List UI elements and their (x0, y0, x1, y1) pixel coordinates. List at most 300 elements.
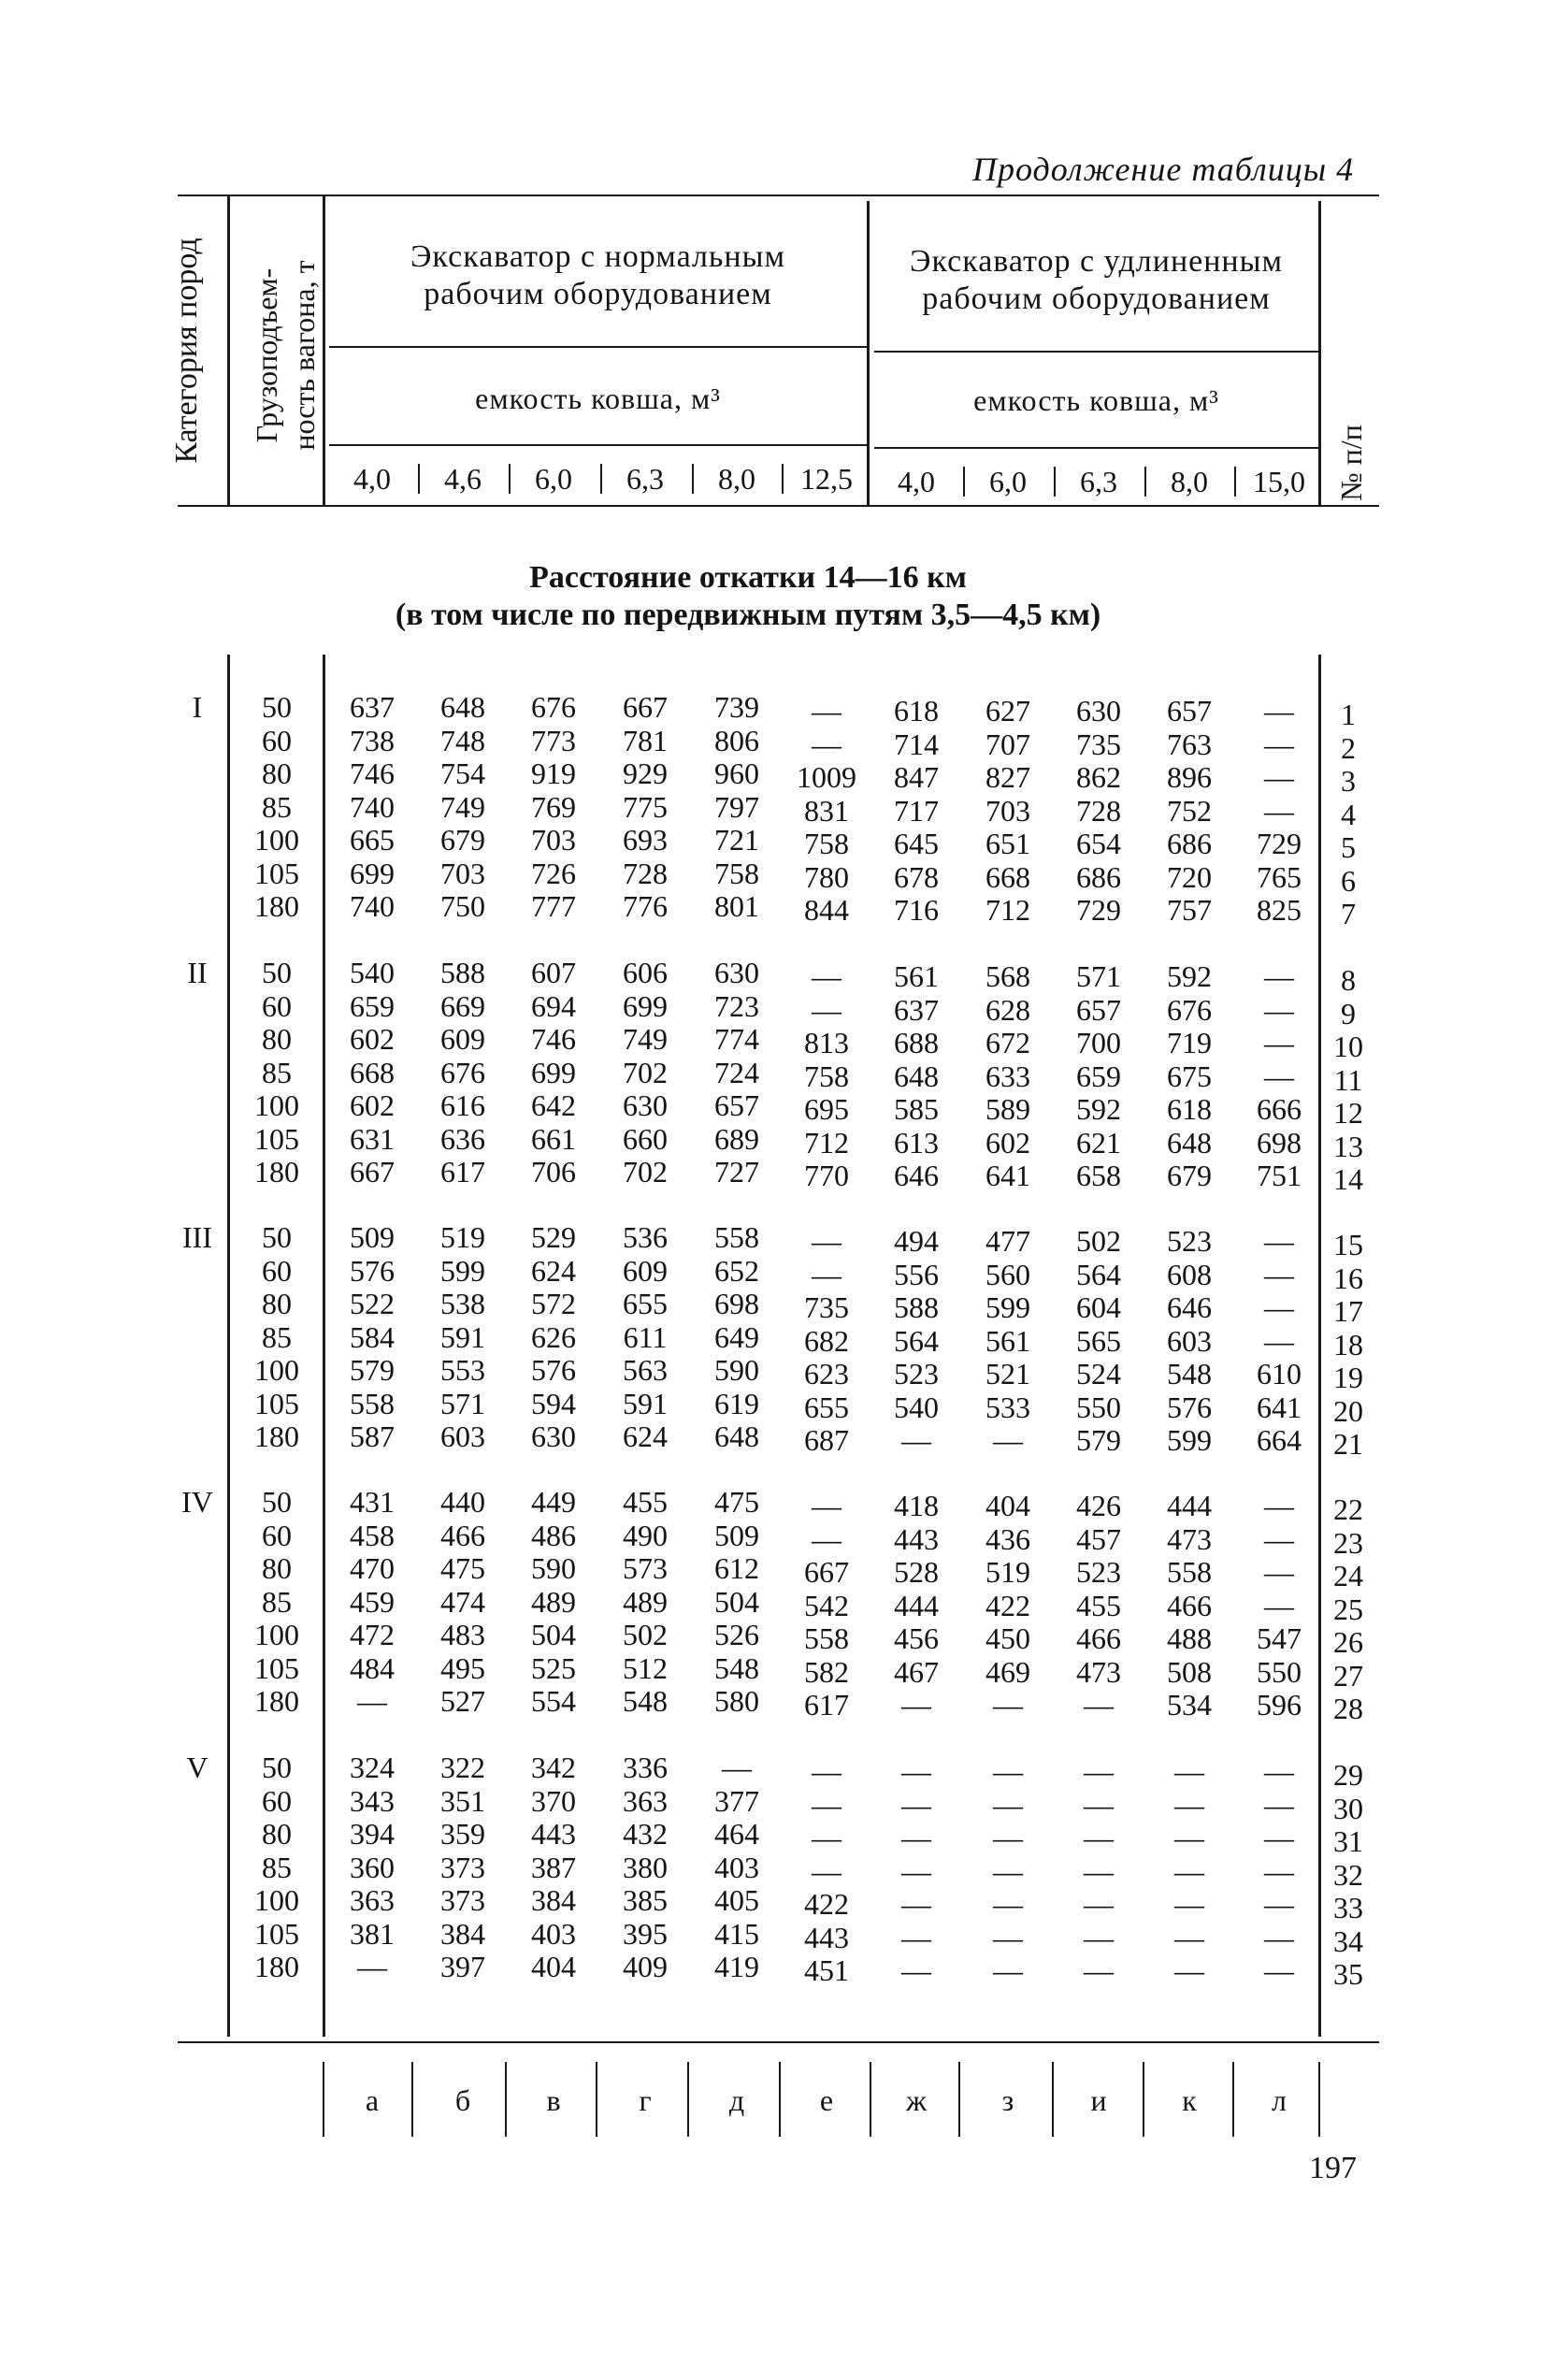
normal-sizes-rule (329, 444, 867, 446)
value-cell: 588 (440, 956, 485, 989)
value-cell: — (993, 1787, 1023, 1822)
value-cell: 455 (1076, 1588, 1121, 1622)
value-cell: 473 (1167, 1521, 1212, 1556)
value-cell: 618 (1167, 1092, 1212, 1126)
value-cell: 686 (1167, 827, 1212, 860)
value-cell: 719 (1167, 1026, 1212, 1059)
value-cell: — (901, 1887, 931, 1921)
row-number-cell: 8 (1341, 963, 1356, 997)
row-number-cell: 30 (1333, 1791, 1363, 1825)
value-cell: 590 (531, 1551, 576, 1585)
letter-separator (411, 2062, 413, 2137)
value-cell: 827 (985, 760, 1030, 794)
capacity-cell: 105 (254, 1386, 299, 1420)
column-letter: д (728, 2083, 745, 2117)
value-cell: 654 (1076, 827, 1121, 860)
value-cell: 550 (1257, 1654, 1302, 1689)
value-cell: 603 (1167, 1323, 1212, 1358)
value-cell: 652 (714, 1253, 759, 1288)
value-cell: 763 (1167, 727, 1212, 761)
value-cell: 422 (804, 1887, 849, 1921)
letter-separator (1052, 2062, 1054, 2137)
bucket-size-label: 12,5 (800, 462, 853, 496)
value-cell: 623 (804, 1357, 849, 1390)
value-cell: 589 (985, 1092, 1030, 1126)
value-cell: 548 (1167, 1357, 1212, 1390)
value-cell: 626 (531, 1319, 576, 1354)
value-cell: 717 (894, 793, 939, 828)
value-cell: 775 (623, 789, 668, 824)
row-number-cell: 20 (1333, 1393, 1363, 1428)
value-cell: 523 (894, 1357, 939, 1390)
value-cell: 594 (531, 1386, 576, 1420)
value-cell: 659 (350, 988, 395, 1023)
value-cell: 381 (350, 1916, 395, 1951)
column-letter: а (365, 2083, 380, 2117)
value-cell: — (901, 1754, 931, 1788)
value-cell: — (901, 1920, 931, 1954)
value-cell: 844 (804, 893, 849, 927)
extended-group-title: Экскаватор с удлиненным рабочим оборудованием (910, 244, 1283, 316)
row-number-cell: 16 (1333, 1261, 1363, 1295)
value-cell: — (1264, 727, 1294, 761)
value-cell: 679 (440, 823, 485, 857)
capacity-cell: 50 (262, 690, 292, 724)
value-cell: 418 (894, 1489, 939, 1522)
capacity-header: Грузоподъем- ность вагона, т (250, 260, 321, 451)
value-cell: 752 (1167, 793, 1212, 828)
value-cell: 659 (1076, 1059, 1121, 1093)
value-cell: 596 (1257, 1688, 1302, 1722)
value-cell: 627 (985, 694, 1030, 728)
value-cell: 489 (623, 1584, 668, 1619)
value-cell: 363 (350, 1883, 395, 1917)
value-cell: 633 (985, 1059, 1030, 1093)
value-cell: — (812, 1224, 842, 1258)
value-cell: 484 (350, 1650, 395, 1685)
capacity-cell: 50 (262, 1485, 292, 1519)
value-cell: 576 (350, 1253, 395, 1288)
capacity-cell: 100 (254, 1353, 299, 1387)
value-cell: — (1264, 1953, 1294, 1987)
category-header: Категория пород (169, 238, 204, 464)
category-label: III (182, 1220, 212, 1254)
bucket-size-label: 6,3 (1080, 465, 1117, 498)
value-cell: 825 (1257, 893, 1302, 927)
value-cell: 749 (440, 789, 485, 824)
value-cell: 619 (714, 1386, 759, 1420)
value-cell: — (901, 1423, 931, 1457)
value-cell: 666 (1257, 1092, 1302, 1126)
value-cell: 687 (804, 1423, 849, 1457)
value-cell: 929 (623, 756, 668, 790)
value-cell: 754 (440, 756, 485, 790)
value-cell: — (901, 1787, 931, 1822)
value-cell: 750 (440, 889, 485, 923)
value-cell: 757 (1167, 893, 1212, 927)
value-cell: 409 (623, 1950, 668, 1983)
value-cell: 475 (714, 1485, 759, 1519)
value-cell: — (812, 992, 842, 1027)
row-number-cell: 4 (1341, 797, 1356, 831)
value-cell: 443 (531, 1817, 576, 1851)
value-cell: 564 (894, 1323, 939, 1358)
value-cell: 609 (440, 1022, 485, 1056)
value-cell: 473 (1076, 1654, 1121, 1689)
category-label: IV (181, 1485, 213, 1519)
value-cell: 797 (714, 789, 759, 824)
value-cell: 419 (714, 1950, 759, 1983)
column-letter: е (819, 2083, 834, 2117)
value-cell: 919 (531, 756, 576, 790)
value-cell: 646 (894, 1159, 939, 1192)
value-cell: 360 (350, 1850, 395, 1884)
value-cell: 608 (1167, 1257, 1212, 1291)
value-cell: 477 (985, 1224, 1030, 1258)
bucket-size-label: 4,0 (898, 465, 935, 498)
value-cell: 777 (531, 889, 576, 923)
value-cell: 703 (531, 823, 576, 857)
body-vline-category (227, 655, 230, 2037)
value-cell: 558 (714, 1220, 759, 1254)
bucket-label-extended: емкость ковша, м³ (973, 383, 1219, 417)
value-cell: 502 (1076, 1224, 1121, 1258)
value-cell: 602 (985, 1125, 1030, 1160)
row-number-cell: 35 (1333, 1957, 1363, 1991)
value-cell: 630 (531, 1419, 576, 1453)
continuation-caption: Продолжение таблицы 4 (972, 151, 1355, 188)
value-cell: 599 (985, 1290, 1030, 1324)
value-cell: 703 (985, 793, 1030, 828)
value-cell: — (1264, 992, 1294, 1027)
value-cell: — (1264, 1555, 1294, 1589)
size-separator (418, 464, 420, 494)
category-label: I (192, 690, 203, 724)
value-cell: 458 (350, 1518, 395, 1552)
value-cell: 599 (440, 1253, 485, 1288)
value-cell: 538 (440, 1287, 485, 1320)
value-cell: 561 (894, 959, 939, 993)
value-cell: — (1264, 959, 1294, 993)
value-cell: 571 (440, 1386, 485, 1420)
value-cell: 699 (531, 1055, 576, 1089)
value-cell: 449 (531, 1485, 576, 1519)
value-cell: 576 (531, 1353, 576, 1387)
capacity-cell: 180 (254, 1684, 299, 1718)
size-separator (782, 464, 784, 494)
value-cell: 645 (894, 827, 939, 860)
value-cell: 405 (714, 1883, 759, 1917)
value-cell: 548 (623, 1684, 668, 1718)
bucket-size-label: 8,0 (718, 462, 755, 496)
row-number-cell: 11 (1333, 1062, 1363, 1097)
value-cell: 657 (1167, 694, 1212, 728)
value-cell: 665 (350, 823, 395, 857)
value-cell: 682 (804, 1323, 849, 1358)
row-number-cell: 10 (1333, 1030, 1363, 1063)
bucket-size-label: 6,0 (535, 462, 572, 496)
row-number-cell: 17 (1333, 1294, 1363, 1328)
value-cell: 558 (1167, 1555, 1212, 1589)
value-cell: 657 (714, 1088, 759, 1122)
value-cell: 729 (1257, 827, 1302, 860)
value-cell: 612 (714, 1551, 759, 1585)
value-cell: 542 (804, 1588, 849, 1622)
value-cell: 751 (1257, 1159, 1302, 1192)
value-cell: 591 (623, 1386, 668, 1420)
capacity-cell: 60 (262, 988, 292, 1023)
value-cell: 720 (1167, 859, 1212, 894)
value-cell: 415 (714, 1916, 759, 1951)
value-cell: 540 (894, 1390, 939, 1424)
bucket-size-label: 8,0 (1171, 465, 1208, 498)
value-cell: 655 (623, 1287, 668, 1320)
value-cell: — (1264, 1754, 1294, 1788)
letter-separator (505, 2062, 507, 2137)
value-cell: 523 (1167, 1224, 1212, 1258)
capacity-cell: 85 (262, 789, 292, 824)
value-cell: 490 (623, 1518, 668, 1552)
capacity-cell: 60 (262, 1518, 292, 1552)
value-cell: 474 (440, 1584, 485, 1619)
value-cell: 621 (1076, 1125, 1121, 1160)
value-cell: 590 (714, 1353, 759, 1387)
value-cell: 373 (440, 1850, 485, 1884)
value-cell: 641 (985, 1159, 1030, 1192)
value-cell: 504 (531, 1618, 576, 1651)
value-cell: — (993, 1953, 1023, 1987)
value-cell: — (1174, 1887, 1204, 1921)
value-cell: 660 (623, 1121, 668, 1156)
value-cell: 526 (714, 1618, 759, 1651)
value-cell: — (993, 1423, 1023, 1457)
value-cell: 648 (714, 1419, 759, 1453)
capacity-cell: 80 (262, 756, 292, 790)
value-cell: 483 (440, 1618, 485, 1651)
value-cell: 651 (985, 827, 1030, 860)
capacity-cell: 60 (262, 1253, 292, 1288)
value-cell: 648 (1167, 1125, 1212, 1160)
value-cell: 404 (985, 1489, 1030, 1522)
value-cell: 554 (531, 1684, 576, 1718)
value-cell: 525 (531, 1650, 576, 1685)
capacity-cell: 85 (262, 1319, 292, 1354)
value-cell: — (1084, 1920, 1114, 1954)
value-cell: 602 (350, 1088, 395, 1122)
row-number-cell: 3 (1341, 764, 1356, 798)
value-cell: 712 (804, 1125, 849, 1160)
value-cell: 703 (440, 856, 485, 890)
value-cell: 464 (714, 1817, 759, 1851)
value-cell: — (1264, 1521, 1294, 1556)
column-letter: в (546, 2083, 561, 2117)
value-cell: 603 (440, 1419, 485, 1453)
value-cell: 628 (985, 992, 1030, 1027)
value-cell: 560 (985, 1257, 1030, 1291)
value-cell: 519 (985, 1555, 1030, 1589)
value-cell: 641 (1257, 1390, 1302, 1424)
value-cell: 657 (1076, 992, 1121, 1027)
row-number-cell: 9 (1341, 996, 1356, 1030)
value-cell: 611 (623, 1319, 668, 1354)
value-cell: 727 (714, 1155, 759, 1189)
capacity-cell: 100 (254, 1883, 299, 1917)
value-cell: 436 (985, 1521, 1030, 1556)
value-cell: 579 (350, 1353, 395, 1387)
row-number-cell: 25 (1333, 1592, 1363, 1626)
value-cell: 726 (531, 856, 576, 890)
value-cell: 624 (623, 1419, 668, 1453)
row-number-cell: 18 (1333, 1327, 1363, 1362)
value-cell: 669 (440, 988, 485, 1023)
value-cell: 617 (804, 1688, 849, 1722)
row-number-cell: 32 (1333, 1857, 1363, 1892)
value-cell: 571 (1076, 959, 1121, 993)
value-cell: 568 (985, 959, 1030, 993)
value-cell: 707 (985, 727, 1030, 761)
value-cell: 504 (714, 1584, 759, 1619)
value-cell: 716 (894, 893, 939, 927)
value-cell: — (812, 959, 842, 993)
value-cell: 466 (1076, 1621, 1121, 1655)
value-cell: 637 (894, 992, 939, 1027)
value-cell: 553 (440, 1353, 485, 1387)
value-cell: 667 (804, 1555, 849, 1589)
value-cell: — (1264, 1821, 1294, 1854)
value-cell: — (1084, 1853, 1114, 1888)
value-cell: — (812, 1257, 842, 1291)
value-cell: 450 (985, 1621, 1030, 1655)
value-cell: 558 (804, 1621, 849, 1655)
capacity-cell: 60 (262, 723, 292, 757)
value-cell: 422 (985, 1588, 1030, 1622)
row-number-cell: 33 (1333, 1891, 1363, 1924)
value-cell: 728 (623, 856, 668, 890)
value-cell: 486 (531, 1518, 576, 1552)
column-letter: ж (905, 2083, 928, 2117)
value-cell: 695 (804, 1092, 849, 1126)
value-cell: 960 (714, 756, 759, 790)
capacity-cell: 105 (254, 1650, 299, 1685)
row-number-cell: 22 (1333, 1492, 1363, 1526)
row-number-cell: 24 (1333, 1559, 1363, 1592)
value-cell: 706 (531, 1155, 576, 1189)
value-cell: 667 (623, 690, 668, 724)
value-cell: 739 (714, 690, 759, 724)
value-cell: 749 (623, 1022, 668, 1056)
value-cell: 322 (440, 1751, 485, 1784)
bucket-size-label: 15,0 (1253, 465, 1305, 498)
capacity-cell: 60 (262, 1783, 292, 1818)
value-cell: — (1084, 1787, 1114, 1822)
row-number-cell: 19 (1333, 1361, 1363, 1394)
value-cell: 343 (350, 1783, 395, 1818)
capacity-cell: 85 (262, 1584, 292, 1619)
value-cell: 380 (623, 1850, 668, 1884)
value-cell: 582 (804, 1654, 849, 1689)
value-cell: 602 (350, 1022, 395, 1056)
value-cell: — (1174, 1853, 1204, 1888)
value-cell: 679 (1167, 1159, 1212, 1192)
value-cell: 728 (1076, 793, 1121, 828)
value-cell: — (1264, 1323, 1294, 1358)
value-cell: — (812, 1521, 842, 1556)
value-cell: — (1264, 1588, 1294, 1622)
value-cell: 527 (440, 1684, 485, 1718)
value-cell: 466 (440, 1518, 485, 1552)
value-cell: 604 (1076, 1290, 1121, 1324)
value-cell: 631 (350, 1121, 395, 1156)
value-cell: 572 (531, 1287, 576, 1320)
value-cell: 723 (714, 988, 759, 1023)
row-number-cell: 23 (1333, 1525, 1363, 1560)
value-cell: 576 (1167, 1390, 1212, 1424)
value-cell: — (1264, 1787, 1294, 1822)
capacity-cell: 180 (254, 889, 299, 923)
value-cell: 384 (531, 1883, 576, 1917)
capacity-cell: 105 (254, 1916, 299, 1951)
value-cell: 702 (623, 1155, 668, 1189)
value-cell: 735 (1076, 727, 1121, 761)
capacity-cell: 85 (262, 1055, 292, 1089)
value-cell: 609 (623, 1253, 668, 1288)
value-cell: 896 (1167, 760, 1212, 794)
value-cell: 403 (714, 1850, 759, 1884)
value-cell: 394 (350, 1817, 395, 1851)
header-vline-4 (1318, 201, 1321, 505)
value-cell: 618 (894, 694, 939, 728)
value-cell: 585 (894, 1092, 939, 1126)
row-number-cell: 5 (1341, 830, 1356, 864)
number-header: № п/п (1334, 425, 1368, 501)
value-cell: — (1264, 1026, 1294, 1059)
value-cell: — (812, 1787, 842, 1822)
value-cell: 387 (531, 1850, 576, 1884)
value-cell: — (1174, 1821, 1204, 1854)
row-number-cell: 13 (1333, 1129, 1363, 1163)
value-cell: 773 (531, 723, 576, 757)
value-cell: 432 (623, 1817, 668, 1851)
value-cell: 459 (350, 1584, 395, 1619)
section-title: Расстояние откатки 14—16 км (в том числе по передвижным путям 3,5—4,5 км) (395, 560, 1101, 632)
value-cell: 534 (1167, 1688, 1212, 1722)
value-cell: 774 (714, 1022, 759, 1056)
value-cell: 758 (804, 827, 849, 860)
value-cell: 455 (623, 1485, 668, 1519)
row-number-cell: 29 (1333, 1758, 1363, 1792)
value-cell: 655 (804, 1390, 849, 1424)
value-cell: 806 (714, 723, 759, 757)
value-cell: 494 (894, 1224, 939, 1258)
letter-separator (958, 2062, 960, 2137)
value-cell: 556 (894, 1257, 939, 1291)
value-cell: 675 (1167, 1059, 1212, 1093)
value-cell: — (812, 1754, 842, 1788)
value-cell: — (901, 1821, 931, 1854)
value-cell: 630 (1076, 694, 1121, 728)
bucket-label-normal: емкость ковша, м³ (475, 382, 721, 415)
value-cell: — (357, 1950, 387, 1983)
value-cell: 599 (1167, 1423, 1212, 1457)
value-cell: 521 (985, 1357, 1030, 1390)
value-cell: 536 (623, 1220, 668, 1254)
value-cell: 403 (531, 1916, 576, 1951)
value-cell: — (1264, 1887, 1294, 1921)
value-cell: 528 (894, 1555, 939, 1589)
row-number-cell: 27 (1333, 1658, 1363, 1693)
value-cell: 694 (531, 988, 576, 1023)
value-cell: 488 (1167, 1621, 1212, 1655)
